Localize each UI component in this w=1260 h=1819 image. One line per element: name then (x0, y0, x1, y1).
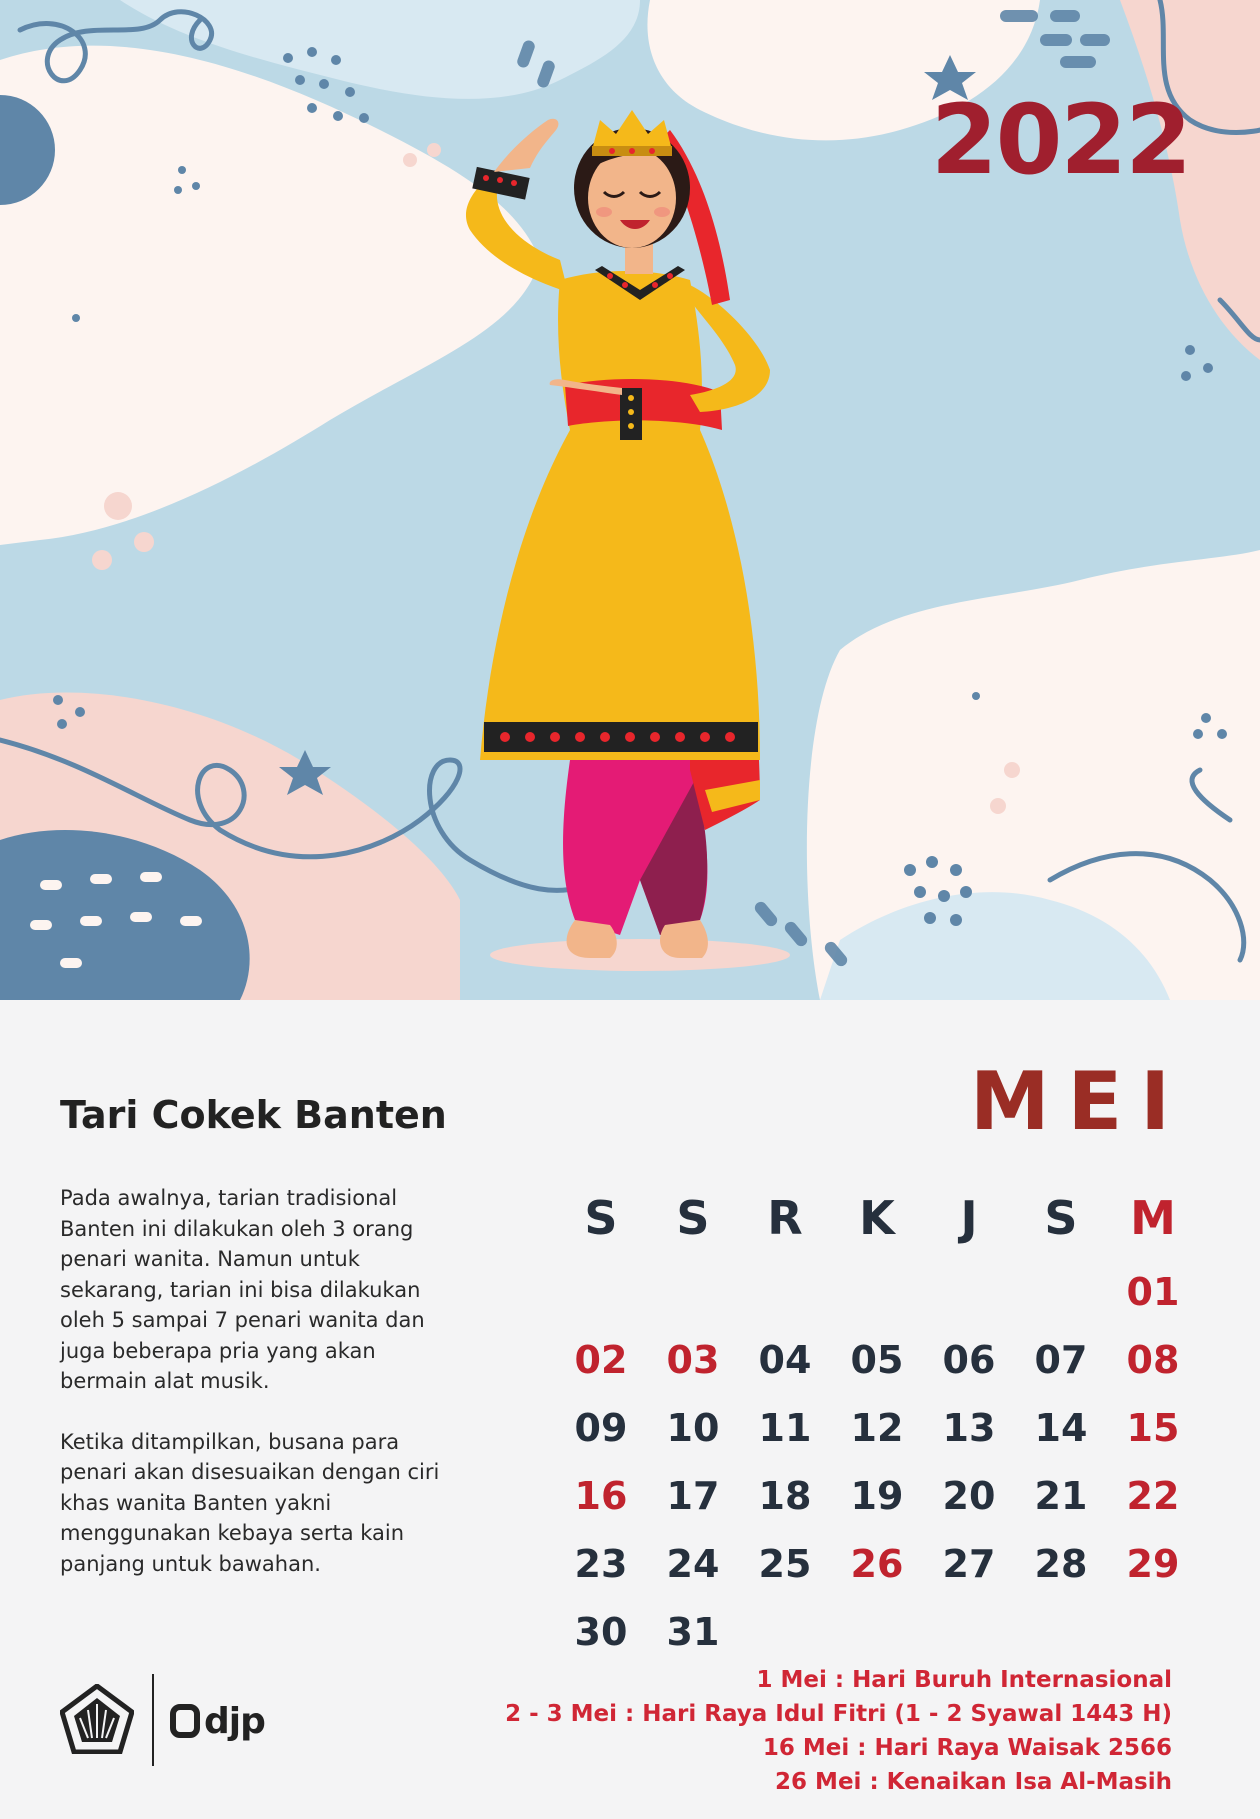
holiday-item: 1 Mei : Hari Buruh Internasional (756, 1667, 1172, 1693)
day-cell: 04 (758, 1338, 812, 1382)
weekday-label: S (584, 1191, 618, 1245)
day-cell: 23 (574, 1542, 628, 1586)
day-cell: 03 (666, 1338, 720, 1382)
weekday-header-row (555, 1178, 1205, 1258)
day-cell: 12 (850, 1406, 904, 1450)
dance-title: Tari Cokek Banten (60, 1093, 447, 1137)
day-cell: 20 (942, 1474, 996, 1518)
day-cell: 17 (666, 1474, 720, 1518)
week-row (555, 1326, 1205, 1394)
day-cell: 07 (1034, 1338, 1088, 1382)
day-cell: 28 (1034, 1542, 1088, 1586)
description-paragraph: Ketika ditampilkan, busana para penari akan disesuaikan dengan ciri khas wanita Banten yakni menggunakan kebaya serta kain panjang untuk bawahan. (60, 1429, 440, 1576)
day-cell: 13 (942, 1406, 996, 1450)
day-cell: 05 (850, 1338, 904, 1382)
day-cell: 30 (574, 1610, 628, 1654)
day-cell: 15 (1126, 1406, 1180, 1450)
week-row (555, 1258, 1205, 1326)
day-cell: 21 (1034, 1474, 1088, 1518)
weekday-label: S (1044, 1191, 1078, 1245)
djp-logo (170, 1694, 265, 1748)
week-row (555, 1462, 1205, 1530)
day-cell: 27 (942, 1542, 996, 1586)
holiday-item: 2 - 3 Mei : Hari Raya Idul Fitri (1 - 2 Syawal 1443 H) (505, 1701, 1172, 1727)
year-heading: 2022 (930, 84, 1190, 196)
footer-logos (60, 1674, 280, 1764)
week-row (555, 1530, 1205, 1598)
holiday-item: 16 Mei : Hari Raya Waisak 2566 (762, 1735, 1172, 1761)
calendar-grid (555, 1178, 1205, 1666)
weekday-label: J (960, 1191, 978, 1245)
day-cell: 01 (1126, 1270, 1180, 1314)
day-cell: 31 (666, 1610, 720, 1654)
weekday-label: S (676, 1191, 710, 1245)
djp-logo-text: djp (204, 1700, 265, 1742)
week-row (555, 1598, 1205, 1666)
day-cell: 25 (758, 1542, 812, 1586)
day-cell: 02 (574, 1338, 628, 1382)
description-paragraph: Pada awalnya, tarian tradisional Banten ini dilakukan oleh 3 orang penari wanita. Namun untuk sekarang, tarian ini bisa dilakukan oleh 5 sampai 7 penari wanita dan juga beberapa pria yang akan bermain alat musik. (60, 1186, 425, 1393)
day-cell: 16 (574, 1474, 628, 1518)
week-row (555, 1394, 1205, 1462)
day-cell: 22 (1126, 1474, 1180, 1518)
day-cell: 10 (666, 1406, 720, 1450)
weekday-label: R (767, 1191, 803, 1245)
kemenkeu-logo-icon (60, 1684, 134, 1754)
day-cell: 06 (942, 1338, 996, 1382)
day-cell: 24 (666, 1542, 720, 1586)
weekday-label: M (1130, 1191, 1176, 1245)
day-cell: 29 (1126, 1542, 1180, 1586)
day-cell: 18 (758, 1474, 812, 1518)
djp-logo-icon (170, 1704, 200, 1738)
day-cell: 08 (1126, 1338, 1180, 1382)
logo-divider (152, 1674, 154, 1766)
holiday-list (505, 1663, 1172, 1799)
dance-description (60, 1183, 450, 1609)
day-cell: 11 (758, 1406, 812, 1450)
weekday-label: K (859, 1191, 895, 1245)
day-cell: 14 (1034, 1406, 1088, 1450)
holiday-item: 26 Mei : Kenaikan Isa Al-Masih (775, 1769, 1172, 1795)
day-cell: 19 (850, 1474, 904, 1518)
day-cell: 26 (850, 1542, 904, 1586)
day-cell: 09 (574, 1406, 628, 1450)
month-name: MEI (969, 1055, 1188, 1148)
